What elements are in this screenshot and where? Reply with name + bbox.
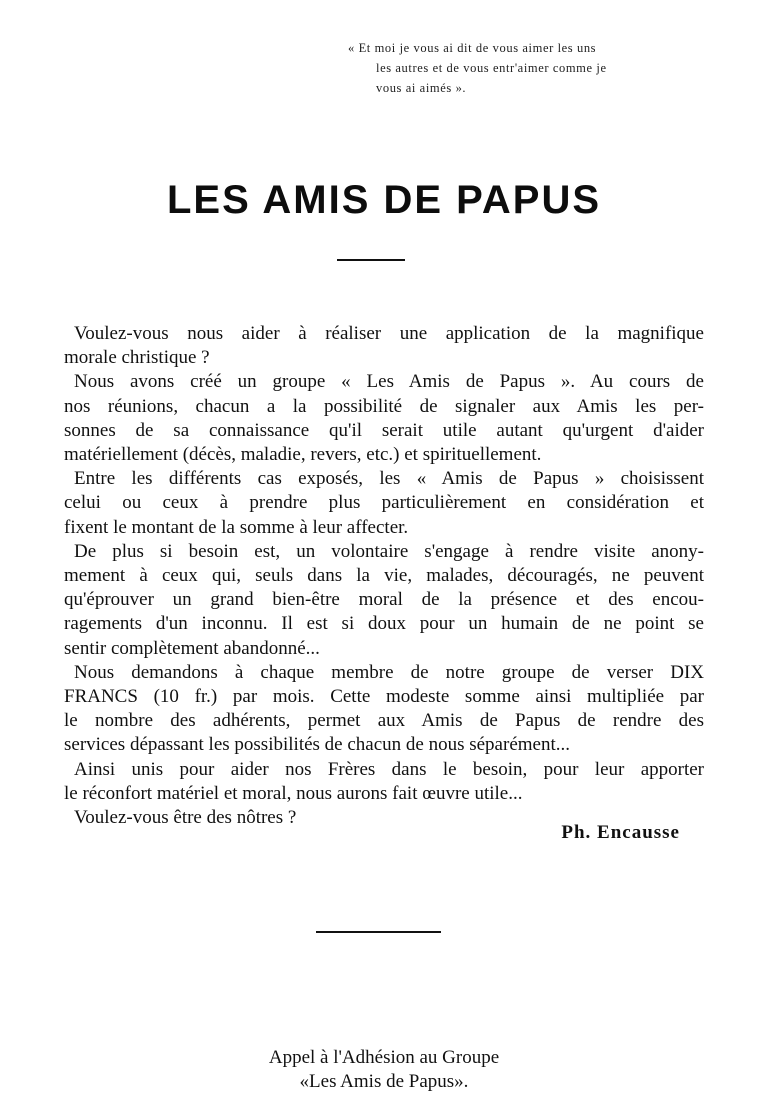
body-line: le réconfort matériel et moral, nous aurons fait œuvre utile... [64,782,523,804]
body-line: sentir complètement abandonné... [64,637,320,659]
body-line: fixent le montant de la somme à leur affecter. [64,516,409,538]
body-line: De plus si besoin est, un volontaire s'engage à rendre visite anony- [74,540,704,562]
epigraph-line: « Et moi je vous ai dit de vous aimer les uns [348,41,597,55]
body-line: Entre les différents cas exposés, les « Amis de Papus » choisissent [74,468,704,490]
body-line: Nous avons créé un groupe « Les Amis de Papus ». Au cours de [74,371,704,393]
body-line: matériellement (décès, maladie, revers, etc.) et spirituellement. [64,444,542,466]
body-line: Nous demandons à chaque membre de notre groupe de verser DIX [74,661,704,683]
signature: Ph. Encausse [561,822,680,843]
appeal-line: «Les Amis de Papus». [299,1071,469,1092]
body-line: Voulez-vous nous aider à réaliser une application de la magnifique [74,323,704,344]
body-line: morale christique ? [64,347,210,369]
body-line: Voulez-vous être des nôtres ? [74,807,297,829]
body-line: le nombre des adhérents, permet aux Amis de Papus de rendre des [64,710,704,732]
body-line: qu'éprouver un grand bien-être moral de la présence et des encou- [64,589,704,611]
epigraph-line: vous ai aimés ». [376,81,467,95]
body-line: nos réunions, chacun a la possibilité de signaler aux Amis les per- [64,395,704,417]
body-line: FRANCS (10 fr.) par mois. Cette modeste somme ainsi multipliée par [64,686,704,708]
appeal-caption [0,1046,768,1094]
footer-divider [316,931,441,933]
appeal-line: Appel à l'Adhésion au Groupe [268,1047,500,1068]
body-text [64,322,704,830]
epigraph-line: les autres et de vous entr'aimer comme je [376,61,607,75]
body-line: sonnes de sa connaissance qu'il serait utile autant qu'urgent d'aider [64,419,704,441]
body-line: celui ou ceux à prendre plus particulièrement en considération et [64,492,704,514]
page-title: LES AMIS DE PAPUS [166,178,602,222]
body-line: ragements d'un inconnu. Il est si doux pour un humain de ne point se [64,613,704,635]
title-divider [337,259,405,261]
body-line: mement à ceux qui, seuls dans la vie, malades, découragés, ne peuvent [64,565,704,587]
body-line: Ainsi unis pour aider nos Frères dans le besoin, pour leur apporter [74,758,704,780]
body-line: services dépassant les possibilités de chacun de nous séparément... [64,734,570,756]
epigraph-quote [348,38,688,98]
